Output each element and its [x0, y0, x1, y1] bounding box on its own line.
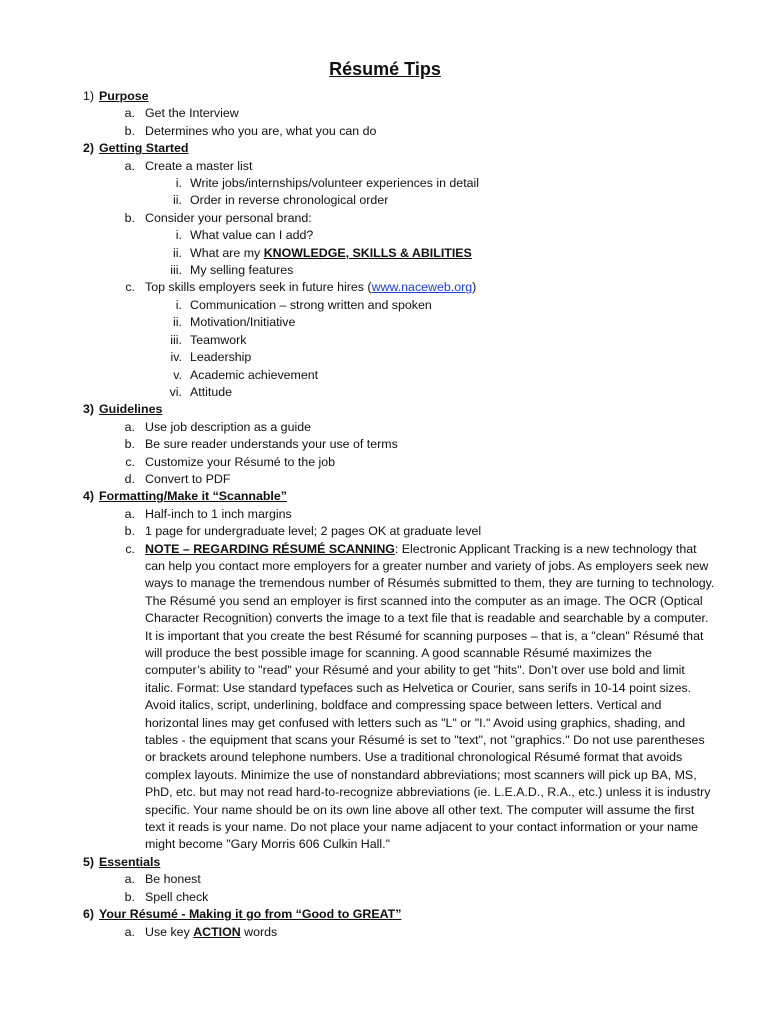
list-item: b. 1 page for undergraduate level; 2 pages OK at graduate level [124, 524, 482, 539]
section-number: 5) [82, 854, 94, 869]
section-heading: Essentials [99, 854, 161, 869]
list-item: i. What value can I add? [175, 228, 314, 243]
list-item: c. Customize your Résumé to the job [125, 454, 336, 469]
scanning-note: c. NOTE – REGARDING RÉSUMÉ SCANNING: Electronic Applicant Tracking is a new technology that can help you contact more employers for a greater number and variety of jobs. As employers seek new ways to manage the tremendous number of Résumés submitted to them, they are turning to technology. The Résumé you send an employer is first scanned into the computer as an image. The OCR (Optical Character Recognition) converts the image to a text file that is readable and searchable by a computer. It is important that you create the best Résumé for scanning purposes – that is, a "clean" Résumé that will produce the best possible image for scanning. A good scannable Résumé maximizes the computer’s ability to "read" your Résumé and your ability to get "hits". Don’t over use bold and limit italic. Format: Use standard typefaces such as Helvetica or Courier, sans serifs in 10-14 point sizes. Avoid italics, script, underlining, boldface and compressing space between letters. Vertical and horizontal lines may get confused with letters such as "L" or "I." Avoid using graphics, shading, and tables - the equipment that scans your Résumé is set to "text", not "graphics." Do not use parentheses or brackets around telephone numbers. Use a traditional chronological Résumé format that avoids complex layouts. Minimize the use of nonstandard abbreviations; most scanners will pick up BA, MS, PhD, etc. but may not read hard-to-recognize abbreviations (ie. L.E.A.D., R.A., etc.) unless it is industry specific. Your name should be on its own line above all other text. The computer will assume the first text it reads is your name. Do not place your name adjacent to your contact information or your name might become "Gary Morris 606 Culkin Hall." [125, 541, 715, 852]
section-heading: Your Résumé - Making it go from “Good to GREAT” [99, 907, 402, 922]
list-item: b. Be sure reader understands your use of terms [124, 437, 398, 452]
list-item: a. Half-inch to 1 inch margins [124, 506, 292, 521]
list-item: iv. Leadership [170, 350, 252, 365]
section-purpose [0, 88, 770, 140]
emphasis-text: KNOWLEDGE, SKILLS & ABILITIES [263, 245, 472, 260]
list-item: vi. Attitude [169, 384, 233, 399]
list-item: i. Communication – strong written and spoken [175, 297, 432, 312]
naceweb-link[interactable]: www.naceweb.org [371, 280, 473, 295]
list-item: ii. Order in reverse chronological order [173, 193, 389, 208]
section-number: 6) [82, 907, 94, 922]
list-item: d. Convert to PDF [124, 471, 231, 486]
list-item: c. Top skills employers seek in future hires (www.naceweb.org) i. Communication – strong written and spoken ii. Motivation/Initiative iii. Teamwork iv. Leadership v. Academic achievement vi. Attitude [0, 279, 715, 401]
list-item: b. Consider your personal brand: i. What value can I add? ii. What are my KNOWLEDGE, SKILLS & ABILITIES iii. My selling features [0, 210, 715, 280]
list-item: i. Write jobs/internships/volunteer experiences in detail [175, 176, 480, 191]
section-good-to-great [0, 906, 770, 941]
tips-list [0, 88, 770, 941]
section-getting-started [0, 140, 770, 401]
list-item: ii. Motivation/Initiative [173, 315, 296, 330]
section-guidelines [0, 401, 770, 488]
section-heading: Formatting/Make it “Scannable” [99, 489, 287, 504]
section-number: 2) [82, 141, 94, 156]
section-number: 3) [82, 402, 94, 417]
list-item: a. Use key ACTION words [124, 924, 278, 939]
section-heading: Guidelines [99, 402, 163, 417]
list-item: iii. My selling features [170, 263, 294, 278]
emphasis-text: ACTION [193, 924, 241, 939]
section-formatting [0, 488, 770, 854]
note-label: NOTE – REGARDING RÉSUMÉ SCANNING [145, 541, 395, 556]
list-item: b. Spell check [124, 889, 209, 904]
section-heading: Getting Started [99, 141, 189, 156]
page-title: Résumé Tips [329, 59, 441, 79]
note-text: : Electronic Applicant Tracking is a new technology that can help you contact more employers for a greater number and variety of jobs. As employers seek new ways to manage the tremendous number of Résumés submitted to them, they are turning to technology. The Résumé you send an employer is first scanned into the computer as an image. The OCR (Optical Character Recognition) converts the image to a text file that is readable and searchable by a computer. It is important that you create the best Résumé for scanning purposes – that is, a "clean" Résumé that will produce the best possible image for scanning. A good scannable Résumé maximizes the computer’s ability to "read" your Résumé and your ability to get "hits". Don’t over use bold and limit italic. Format: Use standard typefaces such as Helvetica or Courier, sans serifs in 10-14 point sizes. Avoid italics, script, underlining, boldface and compressing space between letters. Vertical and horizontal lines may get confused with letters such as "L" or "I." Avoid using graphics, shading, and tables - the equipment that scans your Résumé is set to "text", not "graphics." Do not use parentheses or brackets around telephone numbers. Use a traditional chronological Résumé format that avoids complex layouts. Minimize the use of nonstandard abbreviations; most scanners will pick up BA, MS, PhD, etc. but may not read hard-to-recognize abbreviations (ie. L.E.A.D., R.A., etc.) unless it is industry specific. Your name should be on its own line above all other text. The computer will assume the first text it reads is your name. Do not place your name adjacent to your contact information or your name might become "Gary Morris 606 Culkin Hall." [145, 541, 715, 852]
section-number: 1) [82, 89, 94, 103]
list-item: a. Use job description as a guide [124, 419, 311, 434]
section-number: 4) [82, 489, 94, 504]
list-item: a. Create a master list i. Write jobs/internships/volunteer experiences in detail ii. Order in reverse chronological order [0, 158, 715, 210]
list-item: v. Academic achievement [173, 367, 319, 382]
list-item: a. Be honest [124, 872, 201, 887]
section-essentials [0, 854, 770, 906]
list-item: iii. Teamwork [170, 332, 247, 347]
list-item: ii. What are my KNOWLEDGE, SKILLS & ABILITIES [173, 245, 472, 260]
section-heading: Purpose [99, 89, 149, 103]
list-item: b. Determines who you are, what you can do [124, 123, 377, 138]
list-item: a. Get the Interview [124, 106, 239, 121]
